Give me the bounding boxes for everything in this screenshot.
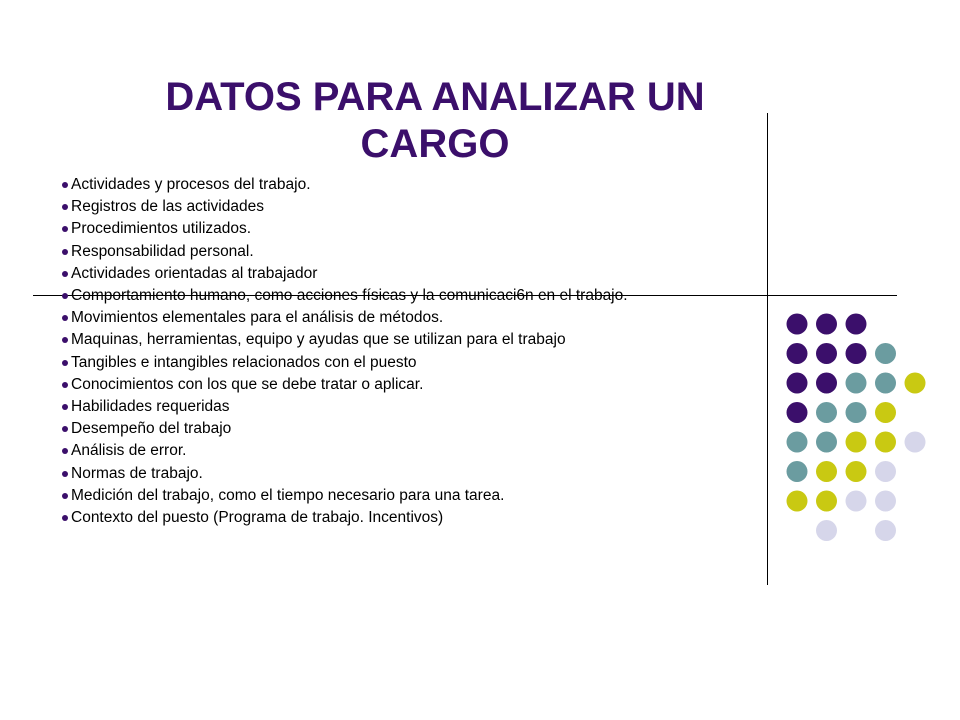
bullet-text: Normas de trabajo. bbox=[71, 464, 203, 482]
bullet-text: Desempeño del trabajo bbox=[71, 420, 232, 438]
bullet-dot-icon bbox=[62, 315, 68, 321]
dot-purple bbox=[846, 343, 867, 364]
bullet-list bbox=[62, 174, 628, 529]
bullet-item bbox=[62, 440, 628, 462]
bullet-text: Registros de las actividades bbox=[71, 198, 264, 216]
dot-teal bbox=[787, 432, 808, 453]
bullet-text: Medición del trabajo, como el tiempo necesario para una tarea. bbox=[71, 486, 505, 504]
dot-lavender bbox=[905, 432, 926, 453]
bullet-text: Procedimientos utilizados. bbox=[71, 220, 252, 238]
bullet-text: Habilidades requeridas bbox=[71, 398, 230, 416]
bullet-text: Actividades y procesos del trabajo. bbox=[71, 176, 311, 193]
bullet-item bbox=[62, 396, 628, 418]
bullet-item bbox=[62, 307, 628, 329]
bullet-item bbox=[62, 241, 628, 263]
dot-yellow bbox=[905, 373, 926, 394]
dot-yellow bbox=[816, 461, 837, 482]
bullet-item bbox=[62, 463, 628, 485]
dot-lavender bbox=[816, 520, 837, 541]
dot-teal bbox=[846, 402, 867, 423]
bullet-dot-icon bbox=[62, 249, 68, 255]
bullet-text: Contexto del puesto (Programa de trabajo. Incentivos) bbox=[71, 509, 444, 527]
bullet-dot-icon bbox=[62, 448, 68, 454]
dot-lavender bbox=[875, 520, 896, 541]
bullet-text: Maquinas, herramientas, equipo y ayudas que se utilizan para el trabajo bbox=[71, 331, 566, 349]
bullet-text: Análisis de error. bbox=[71, 442, 187, 460]
dot-teal bbox=[816, 432, 837, 453]
dot-teal bbox=[875, 343, 896, 364]
dot-yellow bbox=[846, 432, 867, 453]
dot-yellow bbox=[875, 432, 896, 453]
dot-purple bbox=[846, 314, 867, 335]
bullet-item bbox=[62, 174, 628, 196]
bullet-item bbox=[62, 285, 628, 307]
vertical-divider-line bbox=[767, 113, 768, 585]
bullet-dot-icon bbox=[62, 471, 68, 477]
bullet-item bbox=[62, 263, 628, 285]
bullet-dot-icon bbox=[62, 426, 68, 432]
bullet-item bbox=[62, 374, 628, 396]
dot-lavender bbox=[875, 491, 896, 512]
bullet-dot-icon bbox=[62, 293, 68, 299]
dot-lavender bbox=[875, 461, 896, 482]
dot-purple bbox=[816, 373, 837, 394]
bullet-dot-icon bbox=[62, 515, 68, 521]
bullet-item bbox=[62, 485, 628, 507]
dot-purple bbox=[787, 373, 808, 394]
bullet-dot-icon bbox=[62, 226, 68, 232]
dot-purple bbox=[787, 402, 808, 423]
dot-purple bbox=[816, 343, 837, 364]
bullet-item bbox=[62, 418, 628, 440]
dot-teal bbox=[875, 373, 896, 394]
bullet-item bbox=[62, 507, 628, 529]
bullet-text: Comportamiento humano, como acciones físicas y la comunicaci6n en el trabajo. bbox=[71, 287, 628, 305]
bullet-dot-icon bbox=[62, 182, 68, 188]
bullet-text: Movimientos elementales para el análisis de métodos. bbox=[71, 309, 444, 327]
bullet-item bbox=[62, 218, 628, 240]
bullet-item bbox=[62, 329, 628, 351]
bullet-dot-icon bbox=[62, 382, 68, 388]
bullet-dot-icon bbox=[62, 271, 68, 277]
bullet-dot-icon bbox=[62, 404, 68, 410]
dot-yellow bbox=[816, 491, 837, 512]
dot-purple bbox=[816, 314, 837, 335]
dot-lavender bbox=[846, 491, 867, 512]
bullet-dot-icon bbox=[62, 337, 68, 343]
slide-title: DATOS PARA ANALIZAR UN CARGO bbox=[165, 75, 705, 166]
bullet-text: Actividades orientadas al trabajador bbox=[71, 264, 318, 282]
dot-yellow bbox=[875, 402, 896, 423]
dot-yellow bbox=[846, 461, 867, 482]
bullet-item bbox=[62, 352, 628, 374]
bullet-dot-icon bbox=[62, 360, 68, 366]
bullet-dot-icon bbox=[62, 493, 68, 499]
dot-teal bbox=[787, 461, 808, 482]
dot-yellow bbox=[787, 491, 808, 512]
bullet-text: Tangibles e intangibles relacionados con el puesto bbox=[71, 353, 417, 371]
dot-teal bbox=[816, 402, 837, 423]
dot-purple bbox=[787, 343, 808, 364]
bullet-item bbox=[62, 196, 628, 218]
bullet-dot-icon bbox=[62, 204, 68, 210]
dot-teal bbox=[846, 373, 867, 394]
bullet-text: Conocimientos con los que se debe tratar o aplicar. bbox=[71, 375, 424, 393]
bullet-text: Responsabilidad personal. bbox=[71, 242, 254, 260]
dot-purple bbox=[787, 314, 808, 335]
